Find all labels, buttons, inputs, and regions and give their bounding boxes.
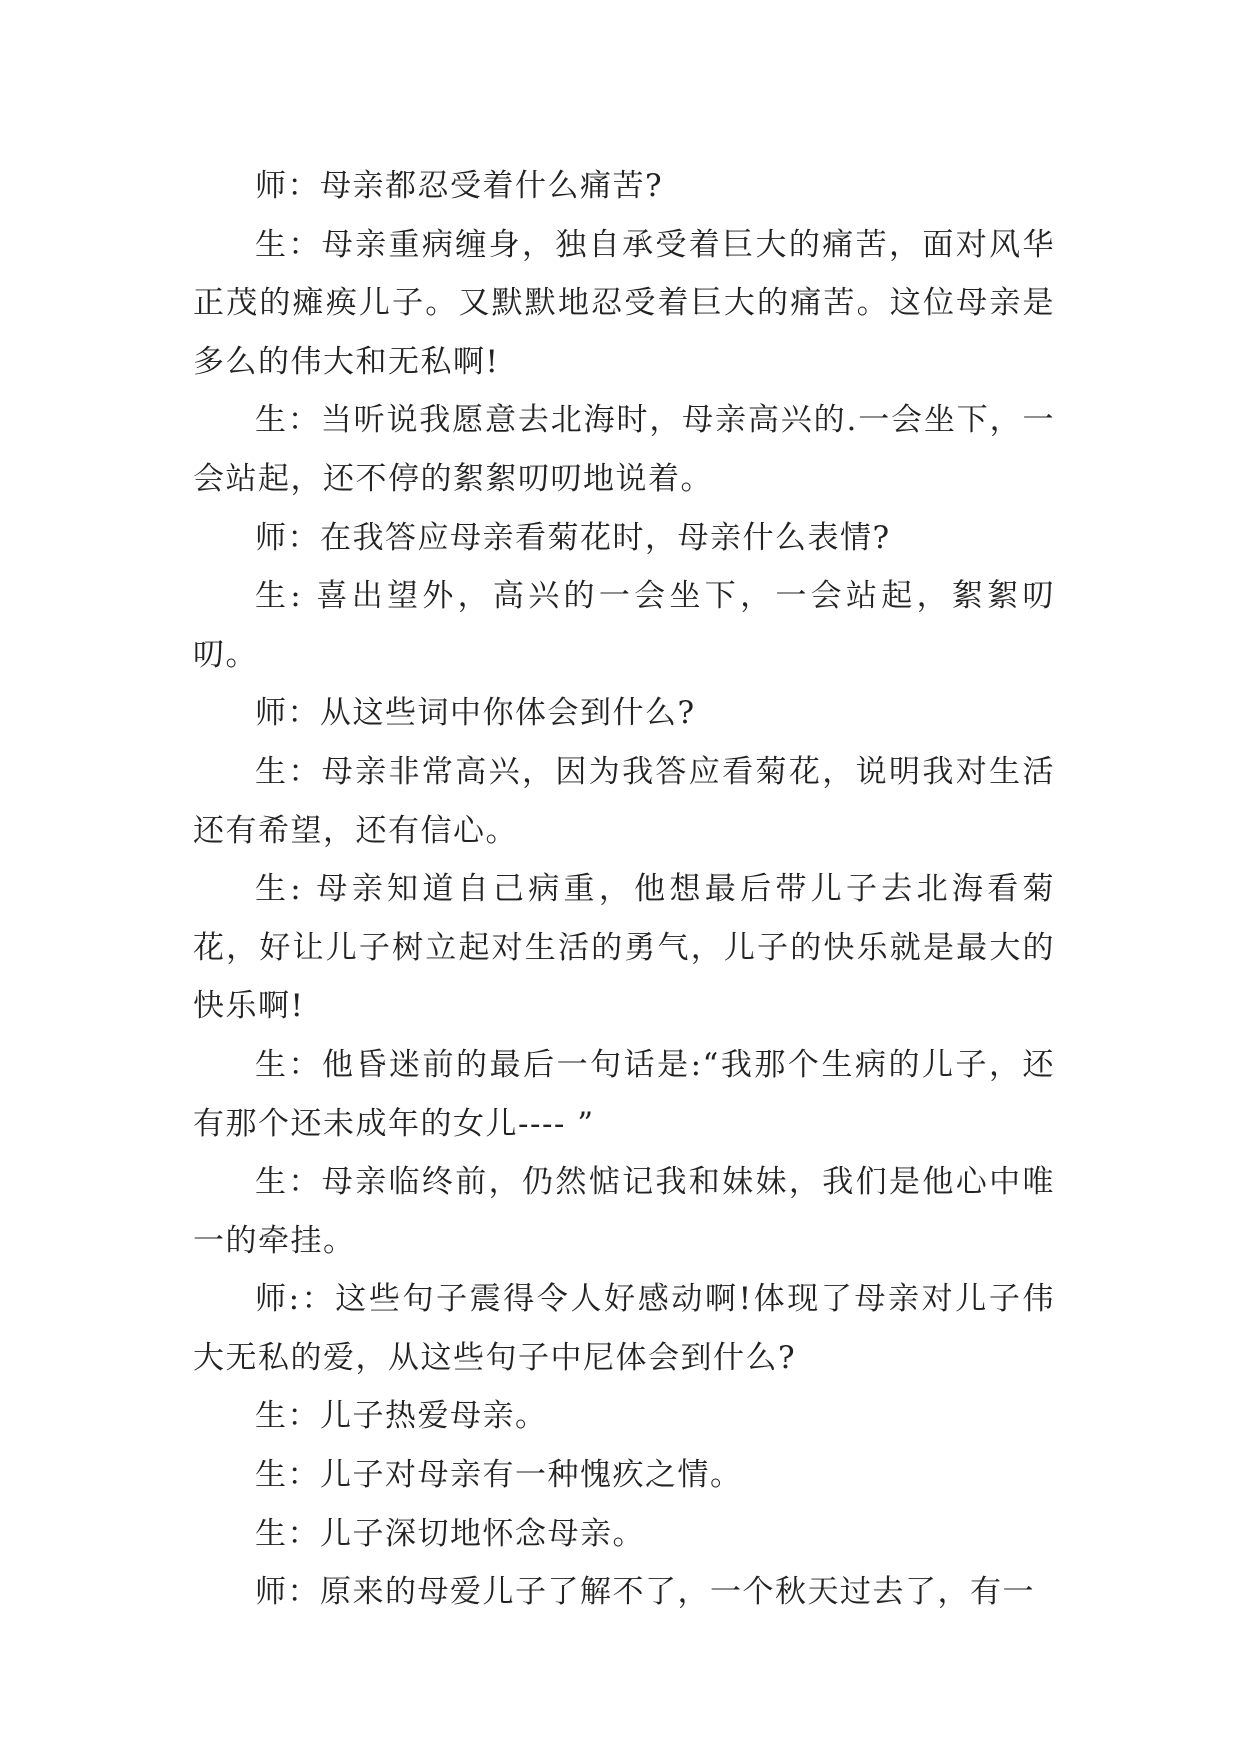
paragraph: 生：儿子热爱母亲。 bbox=[255, 1398, 548, 1435]
paragraph: 生：当听说我愿意去北海时，母亲高兴的.一会坐下，一会站起，还不停的絮絮叨叨地说着。 bbox=[193, 402, 1055, 497]
paragraph: 生：母亲非常高兴，因为我答应看菊花，说明我对生活还有希望，还有信心。 bbox=[193, 753, 1055, 849]
body-text bbox=[193, 157, 1055, 1622]
paragraph: 生：他昏迷前的最后一句话是:“我那个生病的儿子，还有那个还未成年的女儿---- ” bbox=[193, 1046, 1055, 1142]
paragraph: 生：母亲重病缠身，独自承受着巨大的痛苦，面对风华正茂的瘫痪儿子。又默默地忍受着巨大的痛苦。这位母亲是多么的伟大和无私啊! bbox=[193, 226, 1055, 380]
paragraph: 师：母亲都忍受着什么痛苦? bbox=[255, 168, 664, 204]
paragraph: 生：儿子深切地怀念母亲。 bbox=[255, 1515, 645, 1552]
paragraph: 师:：这些句子震得令人好感动啊!体现了母亲对儿子伟大无私的爱，从这些句子中尼体会到什么? bbox=[193, 1281, 1055, 1376]
paragraph: 生：儿子对母亲有一种愧疚之情。 bbox=[255, 1457, 743, 1494]
paragraph: 生：母亲临终前，仍然惦记我和妹妹，我们是他心中唯一的牵挂。 bbox=[193, 1164, 1055, 1259]
paragraph: 生: 母亲知道自己病重，他想最后带儿子去北海看菊花，好让儿子树立起对生活的勇气，儿子的快乐就是最大的快乐啊! bbox=[193, 871, 1055, 1025]
paragraph: 师：原来的母爱儿子了解不了，一个秋天过去了，有一 bbox=[255, 1574, 1035, 1611]
paragraph: 师：从这些词中你体会到什么? bbox=[255, 695, 696, 732]
paragraph: 生: 喜出望外，高兴的一会坐下，一会站起，絮絮叨叨。 bbox=[193, 578, 1055, 673]
paragraph: 师：在我答应母亲看菊花时，母亲什么表情? bbox=[255, 519, 891, 556]
